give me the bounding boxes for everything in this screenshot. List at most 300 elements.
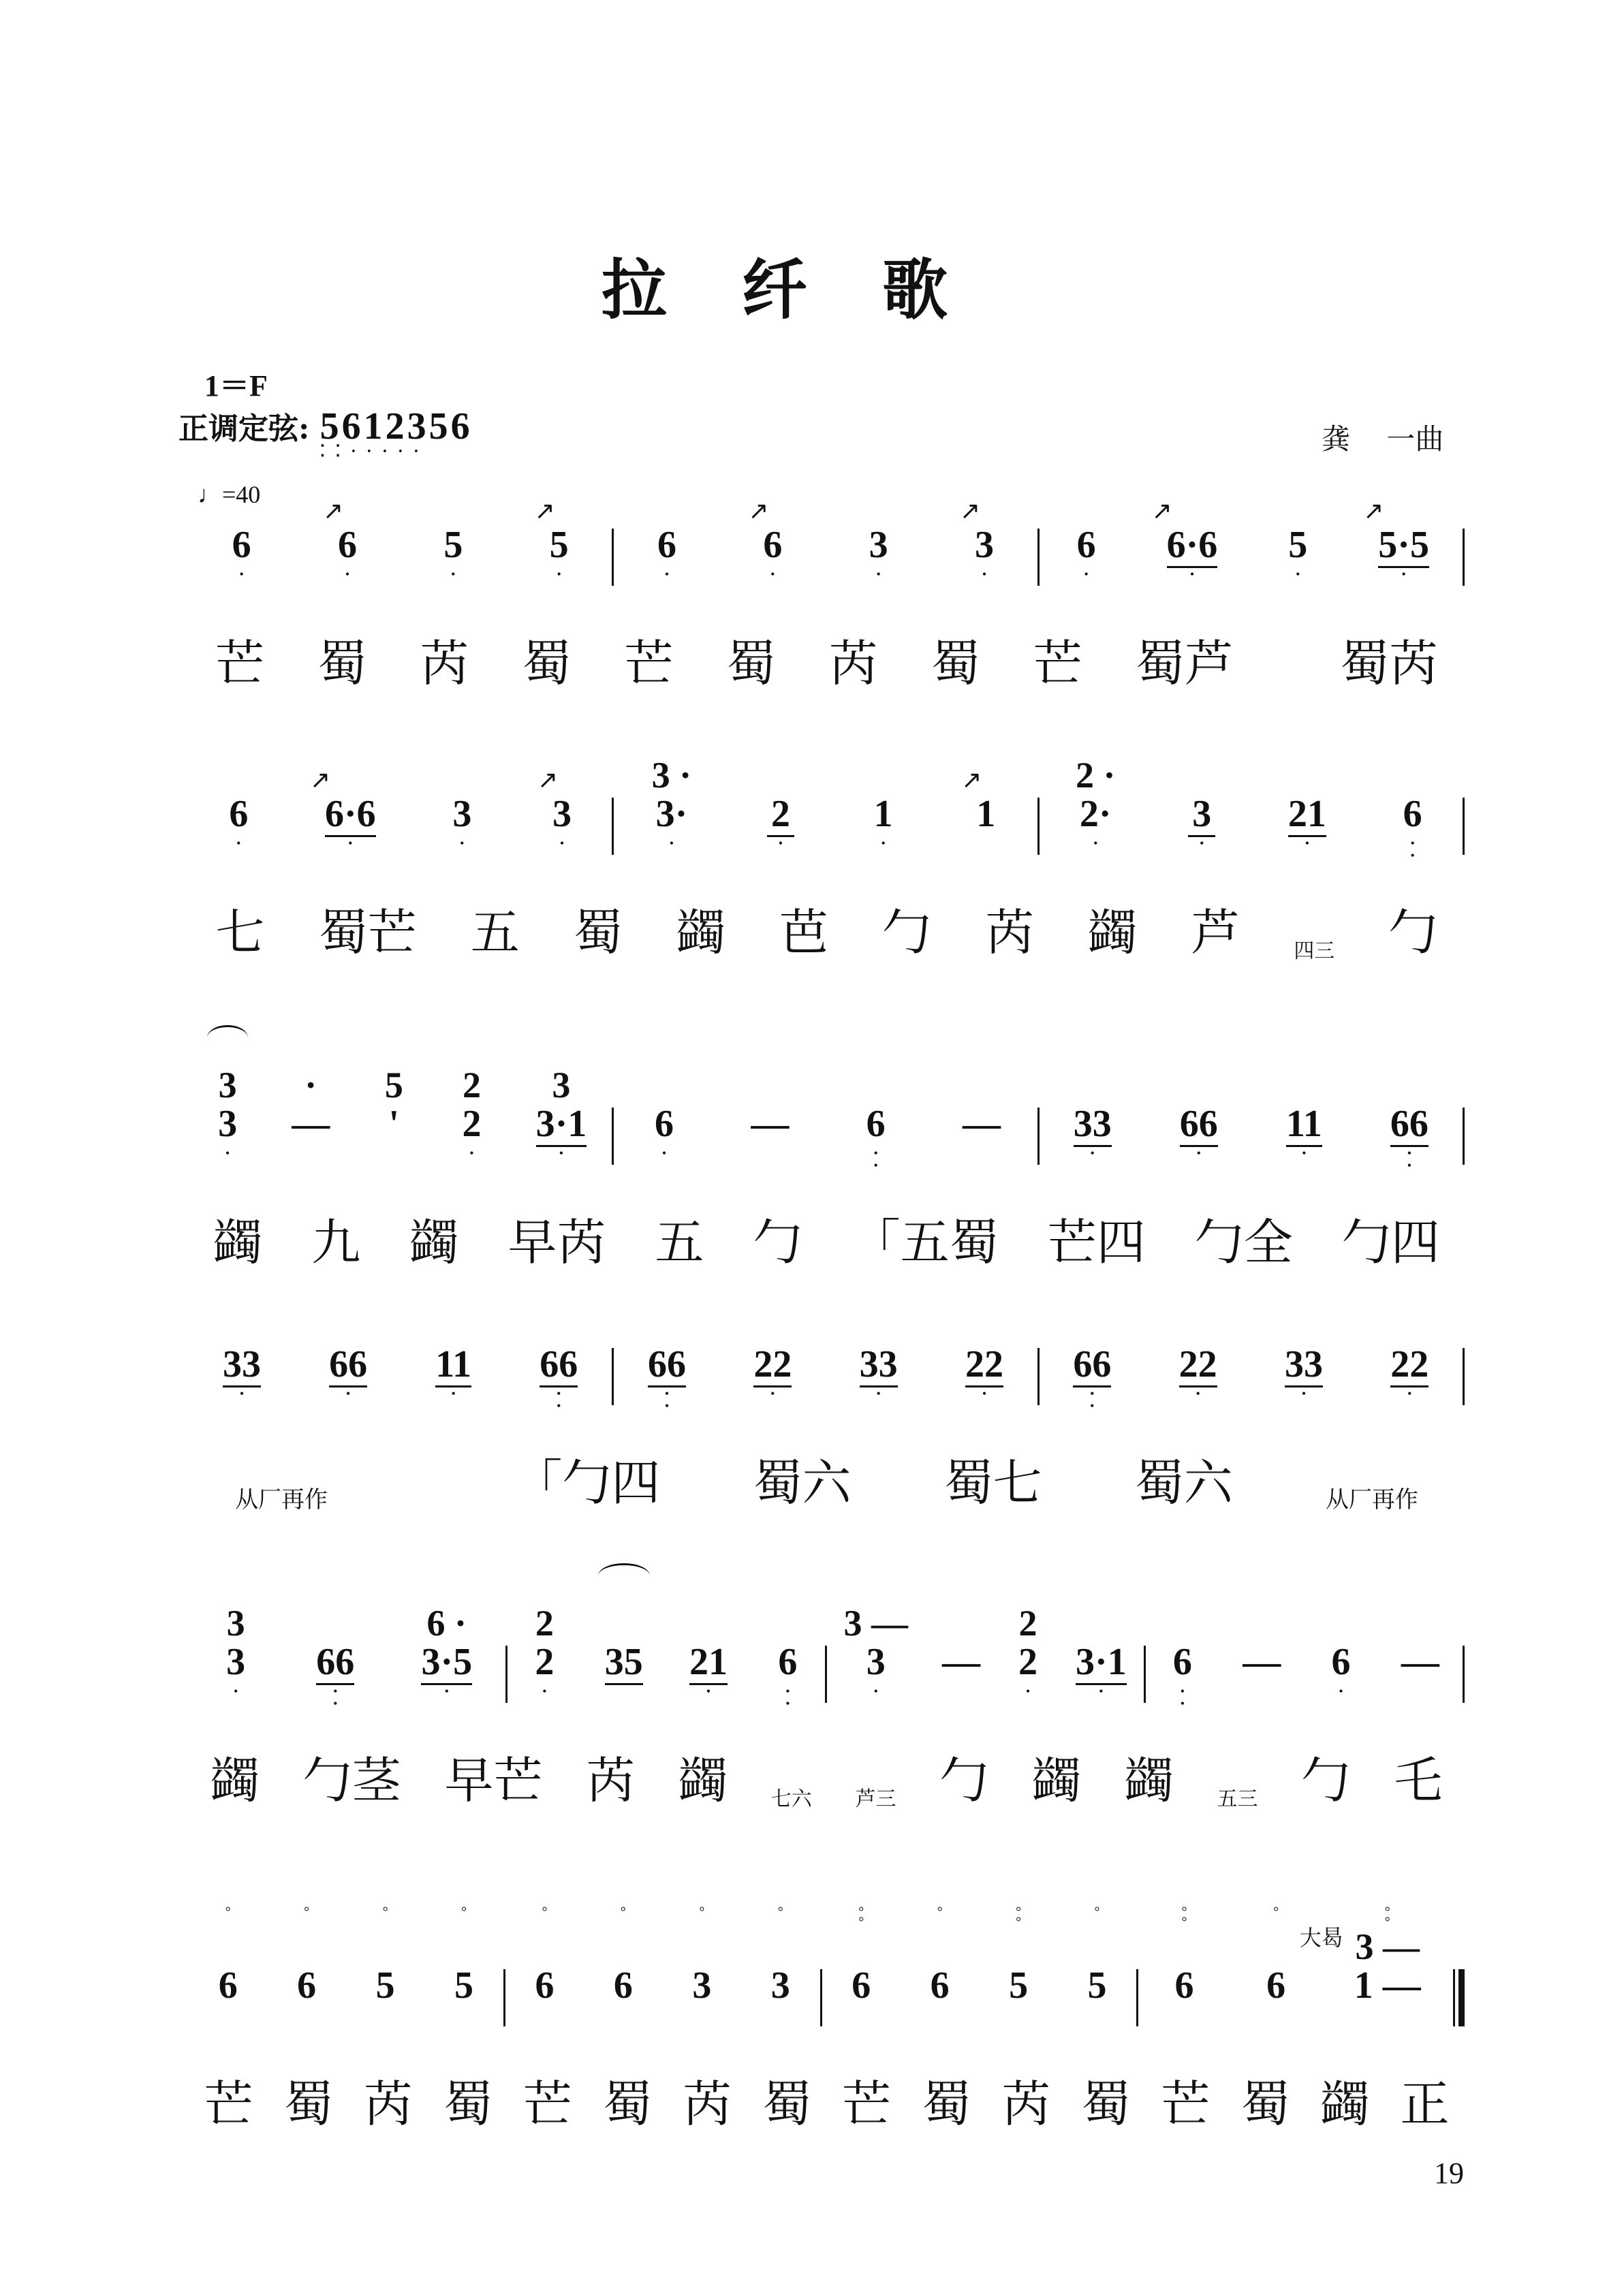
beam-underline xyxy=(972,835,999,837)
jianzipu-glyph: 乇 xyxy=(1394,1752,1443,1809)
octave-dots: • xyxy=(982,567,987,581)
note-number: — xyxy=(1243,1641,1281,1683)
beam-underline xyxy=(372,2007,399,2009)
octave-dots: • xyxy=(239,567,244,581)
octave-dots: • xyxy=(559,1146,564,1160)
note-number: 6·6 ↗ xyxy=(1167,525,1218,565)
notation-row xyxy=(189,755,1465,862)
tuning-notes xyxy=(319,405,473,460)
note-number: 11 xyxy=(1285,1103,1322,1145)
note xyxy=(862,1046,890,1172)
note xyxy=(540,1286,578,1412)
octave-dots: • xyxy=(881,836,886,850)
beam-underline xyxy=(1243,1683,1281,1685)
upper-note: · xyxy=(304,1065,317,1105)
note xyxy=(222,1584,249,1710)
slide-mark-icon: ↗ xyxy=(534,497,555,524)
octave-dots: • • xyxy=(664,1387,670,1413)
upper-note: 2 xyxy=(535,1603,554,1644)
note xyxy=(748,467,786,593)
note xyxy=(293,1904,320,2033)
note-number: 6 xyxy=(535,1964,555,2007)
measure xyxy=(822,1904,1137,2033)
jianzipu-row xyxy=(189,620,1465,695)
note-number: 5 xyxy=(443,524,463,566)
note xyxy=(767,1904,794,2033)
note-number: 22 xyxy=(1178,1343,1217,1385)
composer: 龚 一曲 xyxy=(1322,422,1444,456)
jianzipu-glyph: 蜀 xyxy=(726,635,776,692)
note xyxy=(942,1584,980,1710)
measure xyxy=(189,1904,503,2033)
octave-dots: • xyxy=(873,1684,878,1698)
harmonic-marks: ° ° xyxy=(1181,1904,1187,1930)
octave-dots: • xyxy=(1296,567,1300,581)
measure xyxy=(1146,1621,1463,1710)
octave-dots: • xyxy=(770,567,775,581)
barline xyxy=(1463,798,1465,855)
beam-underline xyxy=(1005,2007,1032,2009)
jianzipu-glyph: 芒 xyxy=(1033,635,1082,692)
note xyxy=(214,1046,241,1172)
note xyxy=(329,1286,367,1412)
measure xyxy=(1040,497,1463,593)
jianzipu-glyph: 「勹四 xyxy=(513,1454,661,1511)
note xyxy=(421,1584,472,1710)
octave-dots: • xyxy=(345,567,350,581)
jianzipu-glyph: 蜀芮 xyxy=(1339,635,1438,692)
octave-dots: • xyxy=(348,836,353,850)
beam-underline xyxy=(1262,2007,1290,2009)
harmonic-marks: ° xyxy=(225,1904,231,1919)
harmonic-marks: ° xyxy=(620,1904,626,1919)
harmonic-marks: ° ° xyxy=(1384,1904,1390,1930)
measure xyxy=(827,1603,1144,1710)
note-number: 5 xyxy=(1087,1964,1107,2007)
note-number: 6 xyxy=(778,1641,798,1683)
note xyxy=(847,1904,875,2033)
note xyxy=(610,1904,637,2033)
octave-dots: • xyxy=(1099,1684,1104,1698)
note-number: 6·6 ↗ xyxy=(325,794,376,834)
measure xyxy=(614,497,1037,593)
octave-dots: • xyxy=(444,1684,449,1698)
jianzipu-glyph: 蠲 xyxy=(676,904,725,961)
beam-underline xyxy=(1354,2007,1421,2009)
note xyxy=(648,1286,686,1412)
octave-dots: • • xyxy=(1407,1146,1412,1172)
note-number: 6 xyxy=(232,524,251,566)
beam-underline xyxy=(610,2007,637,2009)
upper-note: 6 · xyxy=(426,1603,467,1644)
jianzipu-glyph: 蜀 xyxy=(443,2075,493,2133)
jianzipu-glyph: 芮 xyxy=(682,2075,732,2133)
note xyxy=(965,1286,1003,1412)
note xyxy=(767,736,794,862)
page-number: 19 xyxy=(1434,2156,1464,2190)
jianzipu-glyph: 从厂再作 xyxy=(1325,1486,1418,1513)
score-system xyxy=(189,1904,1465,2135)
note xyxy=(1284,467,1311,593)
measure xyxy=(189,1065,612,1172)
measure xyxy=(614,1323,1037,1412)
octave-dots: • xyxy=(1084,567,1089,581)
upper-note: 5 xyxy=(384,1065,403,1105)
notation-row xyxy=(189,1904,1465,2033)
note-number: 6 xyxy=(654,1103,674,1145)
score-system xyxy=(189,1603,1465,1812)
note-number: 66 xyxy=(647,1343,686,1385)
measure xyxy=(1138,1904,1453,2033)
note xyxy=(1074,1046,1112,1172)
slur-mark xyxy=(598,1563,650,1588)
beam-underline xyxy=(926,2007,954,2009)
note xyxy=(223,1286,261,1412)
note-number: 6 xyxy=(1174,1964,1194,2007)
barline xyxy=(1463,1108,1465,1165)
note-number: 5 xyxy=(1288,524,1308,566)
jianzipu-glyph: 蜀芒 xyxy=(318,904,417,961)
note-number: 5 xyxy=(375,1964,395,2007)
notation-row xyxy=(189,497,1465,593)
octave-dots: • xyxy=(1025,1684,1031,1698)
slide-mark-icon: ↗ xyxy=(537,766,559,794)
jianzipu-glyph: 芒四 xyxy=(1047,1214,1146,1271)
jianzipu-glyph: 从厂再作 xyxy=(235,1486,328,1513)
note-number: 3 xyxy=(1192,793,1212,835)
note xyxy=(537,736,576,862)
upper-note: 3 · xyxy=(651,755,692,796)
note xyxy=(1363,467,1429,593)
octave-dots: • xyxy=(1305,836,1310,850)
jianzipu-glyph: 蜀六 xyxy=(1134,1454,1233,1511)
beam-underline xyxy=(751,1145,789,1147)
slide-mark-icon: ↗ xyxy=(1151,497,1172,524)
barline xyxy=(1463,1348,1465,1405)
measure xyxy=(189,766,612,862)
note xyxy=(458,1046,485,1172)
jianzipu-glyph: 芒 xyxy=(204,2075,253,2133)
octave-dots: • • xyxy=(557,1387,561,1413)
note-number: 1 ↗ xyxy=(976,794,995,834)
jianzipu-glyph: 蜀 xyxy=(522,635,572,692)
slide-mark-icon: ↗ xyxy=(959,497,981,524)
jianzipu-glyph: 蜀 xyxy=(931,635,980,692)
note-number: 66 xyxy=(540,1343,578,1385)
note xyxy=(1180,1046,1218,1172)
octave-dots: • xyxy=(1189,567,1195,581)
note-number: 3 xyxy=(226,1641,246,1683)
note xyxy=(1285,1286,1323,1412)
note xyxy=(1390,1286,1428,1412)
note-number: 6 ↗ xyxy=(338,525,357,565)
jianzipu-glyph: 蠲 xyxy=(213,1214,263,1271)
note-number: 5·5 ↗ xyxy=(1378,525,1429,565)
measure xyxy=(1040,1083,1463,1172)
note xyxy=(1328,1584,1355,1710)
beam-underline xyxy=(531,2007,558,2009)
jianzipu-glyph: 勹 xyxy=(1301,1752,1351,1809)
jianzipu-glyph: 勹茎 xyxy=(302,1752,401,1809)
note xyxy=(1288,736,1326,862)
note-number: 6 xyxy=(218,1964,238,2007)
note-number: 1 — xyxy=(1354,1964,1421,2007)
jianzipu-glyph: 勹 xyxy=(1388,904,1438,961)
octave-dots: • xyxy=(451,567,456,581)
note-number: 22 xyxy=(965,1343,1003,1385)
octave-dots: • xyxy=(557,567,561,581)
key-signature: 1＝F xyxy=(204,369,268,403)
octave-dots: • xyxy=(1093,836,1098,850)
jianzipu-glyph: 芦三 xyxy=(855,1787,896,1811)
score-system xyxy=(189,497,1465,695)
octave-dots: • xyxy=(669,836,674,850)
note xyxy=(225,736,252,862)
octave-dots: • xyxy=(778,836,783,850)
note-number: 6 xyxy=(1172,1641,1192,1683)
note-number: 6 xyxy=(297,1964,317,2007)
note-number: — xyxy=(962,1103,1001,1145)
jianzipu-glyph: 勹四 xyxy=(1341,1214,1440,1271)
note xyxy=(774,1584,801,1710)
jianzipu-glyph: 芮 xyxy=(828,635,878,692)
slide-mark-icon: ↗ xyxy=(961,766,982,794)
technique-label: 大曷 xyxy=(1299,1925,1343,1951)
jianzipu-glyph: 勹 xyxy=(939,1752,989,1809)
note-number: — xyxy=(292,1103,330,1145)
note-number: 6 xyxy=(1331,1641,1351,1683)
note-number: ' xyxy=(388,1103,400,1145)
jianzipu-glyph: 「五蜀 xyxy=(851,1214,999,1271)
octave-dots: • xyxy=(460,836,465,850)
octave-dots: • xyxy=(1339,1684,1343,1698)
note xyxy=(215,1904,242,2033)
note xyxy=(1151,467,1218,593)
jianzipu-glyph: 蜀芦 xyxy=(1135,635,1234,692)
jianzipu-glyph: 七六 xyxy=(770,1787,812,1811)
beam-underline xyxy=(292,1145,330,1147)
octave-dots: • xyxy=(982,1387,987,1400)
note xyxy=(689,1584,728,1710)
note xyxy=(316,1584,354,1710)
beam-underline xyxy=(1084,2007,1111,2009)
octave-dots: • xyxy=(225,1146,230,1160)
barline xyxy=(1463,529,1465,586)
final-barline xyxy=(1453,1969,1465,2026)
octave-dots: • xyxy=(239,1387,245,1400)
harmonic-marks: ° xyxy=(1094,1904,1100,1919)
note-number: 22 xyxy=(753,1343,792,1385)
note-number: 33 xyxy=(859,1343,898,1385)
note xyxy=(450,1904,478,2033)
jianzipu-glyph: 蠲 xyxy=(1088,904,1138,961)
harmonic-marks: ° xyxy=(461,1904,467,1919)
note xyxy=(1286,1046,1322,1172)
note-number: 6 xyxy=(1076,524,1096,566)
note xyxy=(751,1046,789,1172)
upper-note: 2 · xyxy=(1076,755,1116,796)
octave-dots: • xyxy=(559,836,565,850)
octave-dots: • • xyxy=(1180,1684,1185,1710)
note-number: 6 xyxy=(1403,793,1422,835)
note xyxy=(1262,1904,1290,2033)
jianzipu-glyph: 蠲 xyxy=(409,1214,459,1271)
octave-dots: • xyxy=(345,1387,351,1400)
note-number: 3 xyxy=(770,1964,790,2007)
note-number: 6 xyxy=(229,793,249,835)
jianzipu-glyph: 九 xyxy=(311,1214,361,1271)
tuning-notes-text: 5612356 xyxy=(319,405,473,448)
note-number: 6 xyxy=(866,1103,886,1145)
jianzipu-glyph: 芮 xyxy=(420,635,469,692)
note-number: 21 xyxy=(689,1641,728,1683)
harmonic-marks: ° xyxy=(777,1904,783,1919)
note xyxy=(1179,1286,1217,1412)
harmonic-marks: ° ° xyxy=(858,1904,864,1930)
note xyxy=(536,1046,587,1172)
note-number: 33 xyxy=(1284,1343,1323,1385)
jianzipu-glyph: 蠲 xyxy=(678,1752,728,1809)
note-number: — xyxy=(1401,1641,1439,1683)
jianzipu-glyph: 蜀 xyxy=(762,2075,811,2133)
beam-underline xyxy=(847,2007,875,2009)
note-number: 3 xyxy=(218,1103,238,1145)
note xyxy=(1076,1584,1127,1710)
beam-underline xyxy=(688,2007,715,2009)
octave-dots: • xyxy=(469,1146,474,1160)
beam-underline xyxy=(767,2007,794,2009)
note xyxy=(448,736,475,862)
jianzipu-glyph: 七 xyxy=(215,904,265,961)
note-number: 3 ↗ xyxy=(552,794,572,834)
note xyxy=(322,467,361,593)
jianzipu-glyph: 蜀 xyxy=(922,2075,971,2133)
measure xyxy=(189,1323,612,1412)
upper-note: 3 xyxy=(226,1603,245,1644)
note-number: 5 xyxy=(454,1964,474,2007)
jianzipu-glyph: 蠲 xyxy=(1031,1752,1081,1809)
note xyxy=(1073,467,1100,593)
tuning-octave-dots: ⁚⁚····· xyxy=(319,443,429,460)
octave-dots: • • xyxy=(785,1684,790,1710)
measure xyxy=(1040,1323,1463,1412)
jianzipu-glyph: 芒 xyxy=(1161,2075,1211,2133)
note xyxy=(1390,1046,1428,1172)
octave-dots: • xyxy=(661,1146,667,1160)
measure xyxy=(505,1904,820,2033)
jianzipu-glyph: 芦 xyxy=(1191,904,1240,961)
note xyxy=(865,467,892,593)
note xyxy=(1014,1584,1042,1710)
note xyxy=(959,467,998,593)
jianzipu-glyph: 蜀 xyxy=(1240,2075,1290,2133)
harmonic-marks: ° xyxy=(1273,1904,1279,1919)
note-number: 6 ↗ xyxy=(763,525,782,565)
tempo-marking: ♩=40 xyxy=(198,481,261,508)
jianzipu-row xyxy=(189,2060,1465,2135)
note-number: 3·1 xyxy=(1076,1641,1127,1683)
octave-dots: • xyxy=(236,836,241,850)
jianzipu-glyph: 蠲 xyxy=(210,1752,260,1809)
jianzipu-glyph: 勹 xyxy=(882,904,932,961)
slur-mark xyxy=(207,1025,248,1050)
note-number: 21 xyxy=(1287,793,1326,835)
note xyxy=(531,1904,558,2033)
notation-row xyxy=(189,1065,1465,1172)
jianzipu-glyph: 勹 xyxy=(753,1214,802,1271)
note-number: 3 xyxy=(452,793,472,835)
jianzipu-glyph: 蜀 xyxy=(573,904,623,961)
slide-mark-icon: ↗ xyxy=(309,766,331,794)
note-number: 3· xyxy=(655,793,688,835)
note-number: 11 xyxy=(435,1343,472,1385)
octave-dots: • • xyxy=(1090,1387,1095,1413)
note-number: 6 xyxy=(1266,1964,1286,2007)
note-number: 33 xyxy=(223,1343,262,1385)
jianzipu-glyph: 蜀 xyxy=(283,2075,333,2133)
note xyxy=(531,1584,558,1710)
note xyxy=(1243,1584,1281,1710)
octave-dots: • xyxy=(542,1684,547,1698)
note-number: — xyxy=(942,1641,981,1683)
jianzipu-glyph: 蠲 xyxy=(1320,2075,1370,2133)
jianzipu-glyph: 蜀 xyxy=(602,2075,652,2133)
barline xyxy=(1463,1646,1465,1703)
octave-dots: • xyxy=(1090,1146,1095,1160)
note xyxy=(439,467,467,593)
measure xyxy=(189,497,612,593)
octave-dots: • xyxy=(1196,1387,1200,1400)
note-number: 3 xyxy=(692,1964,712,2007)
note xyxy=(870,736,897,862)
octave-dots: • xyxy=(876,567,881,581)
note-number: 5 xyxy=(1009,1964,1029,2007)
note xyxy=(926,1904,954,2033)
jianzipu-row xyxy=(189,1199,1465,1274)
measure xyxy=(189,1603,505,1710)
harmonic-marks: ° ° xyxy=(1016,1904,1022,1930)
beam-underline xyxy=(1401,1683,1439,1685)
note-number: 6 xyxy=(613,1964,633,2007)
harmonic-marks: ° xyxy=(382,1904,388,1919)
jianzipu-row xyxy=(189,889,1465,964)
note xyxy=(651,1046,678,1172)
note xyxy=(1076,736,1116,862)
note-number: 6 xyxy=(852,1964,871,2007)
slide-mark-icon: ↗ xyxy=(748,497,769,524)
note xyxy=(292,1046,330,1172)
note-number: 66 xyxy=(1179,1103,1218,1145)
note-number: 66 xyxy=(316,1641,355,1683)
notation-row xyxy=(189,1323,1465,1412)
tuning-line xyxy=(178,405,473,460)
slide-mark-icon: ↗ xyxy=(322,497,344,524)
note-number: 66 xyxy=(329,1343,368,1385)
note xyxy=(753,1286,792,1412)
note xyxy=(860,1286,898,1412)
jianzipu-glyph: 早芮 xyxy=(507,1214,606,1271)
jianzipu-glyph: 芒 xyxy=(842,2075,892,2133)
upper-note: 2 xyxy=(462,1065,481,1105)
note-number: 2 xyxy=(1018,1641,1038,1683)
octave-dots: • xyxy=(706,1684,711,1698)
upper-note: 2 xyxy=(1018,1603,1037,1644)
jianzipu-glyph: 芮 xyxy=(586,1752,636,1809)
jianzipu-glyph: 四三 xyxy=(1294,939,1335,963)
note xyxy=(1188,736,1215,862)
jianzipu-row xyxy=(189,1439,1465,1514)
beam-underline xyxy=(450,2007,478,2009)
